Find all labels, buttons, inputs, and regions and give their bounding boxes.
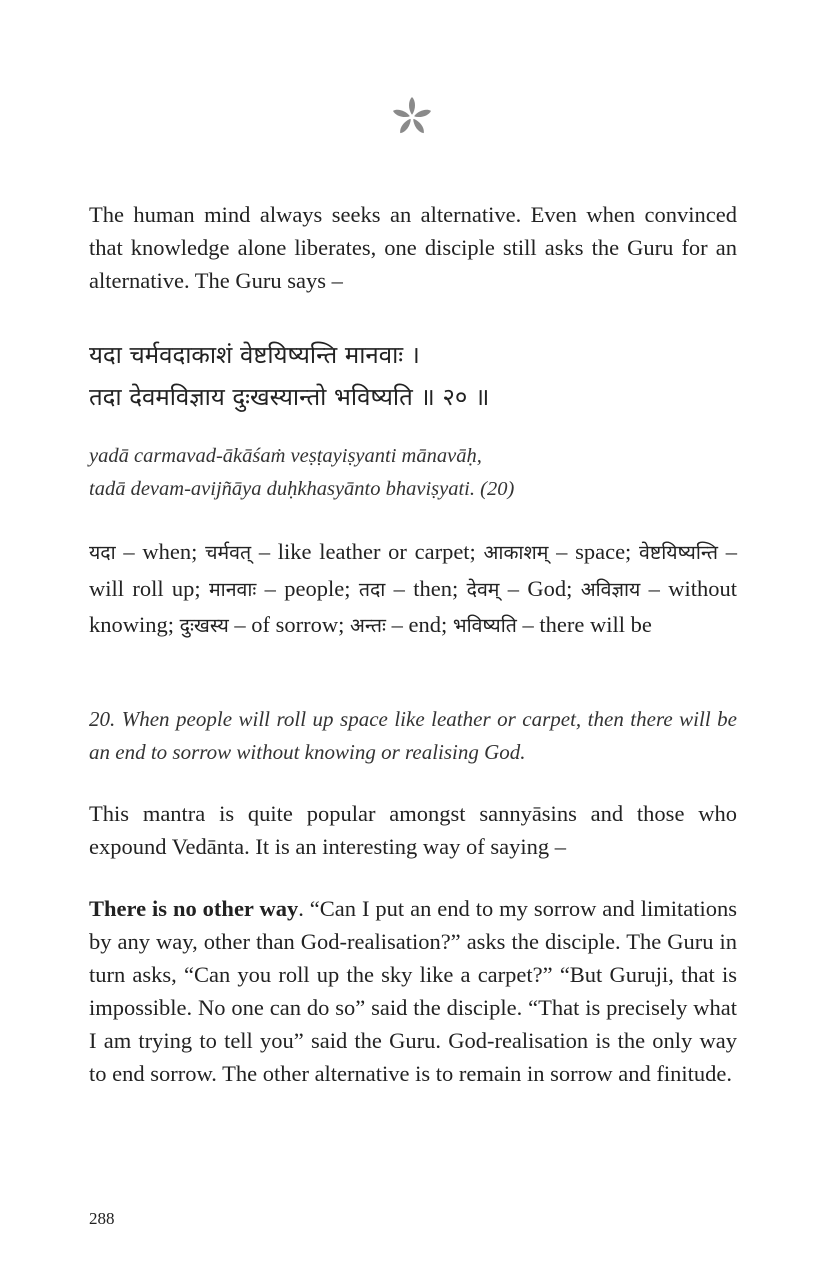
transliteration [89, 440, 737, 506]
glossary-meaning: – then; [385, 575, 467, 601]
glossary-meaning: – will roll up; [89, 539, 737, 601]
glossary-word: वेष्टयिष्यन्ति [639, 541, 719, 564]
intro-paragraph: The human mind always seeks an alternative. Even when convinced that knowledge alone liberates, one disciple still asks the Guru for an alternative. The Guru says – [89, 202, 737, 293]
glossary-meaning: – when; [115, 539, 206, 564]
popular-paragraph: This mantra is quite popular amongst sannyāsins and those who expound Vedānta. It is an interesting way of saying – [89, 801, 737, 859]
glossary-word: भविष्यति [452, 614, 517, 637]
flower-ornament-icon [391, 96, 433, 138]
glossary-meaning: – like leather or carpet; [251, 539, 484, 564]
sanskrit-verse [89, 334, 737, 418]
glossary-meaning: – of sorrow; [228, 612, 351, 637]
transliteration-line-2: tadā devam-avijñāya duḥkhasyānto bhaviṣyati. (20) [89, 478, 515, 500]
glossary-word: यदा [89, 541, 116, 564]
glossary-word: अन्तः [350, 614, 386, 637]
glossary-meaning: – end; [385, 612, 453, 637]
verse-line-2: तदा देवमविज्ञाय दुःखस्यान्तो भविष्यति ॥ २० ॥ [89, 383, 490, 411]
glossary-meaning: – people; [256, 575, 359, 601]
page-number: 288 [89, 1209, 115, 1228]
transliteration-line-1: yadā carmavad-ākāśaṁ veṣṭayiṣyanti mānavāḥ, [89, 445, 482, 467]
glossary-meaning: – space; [548, 539, 640, 564]
glossary-word: दुःखस्य [179, 614, 229, 637]
glossary-meaning: – without knowing; [89, 575, 738, 637]
explanation-paragraph [89, 892, 737, 1090]
glossary-word: आकाशम् [483, 541, 549, 564]
glossary-word: तदा [358, 577, 386, 601]
glossary-meaning: – there will be [516, 612, 652, 637]
word-glossary [89, 534, 737, 644]
verse-line-1: यदा चर्मवदाकाशं वेष्टयिष्यन्ति मानवाः । [89, 341, 420, 369]
glossary-word: देवम् [466, 577, 500, 601]
glossary-meaning: – God; [499, 575, 581, 601]
explanation-body: . “Can I put an end to my sorrow and limitations by any way, other than God-realisation?” asks the disciple. The Guru in turn asks, “Can you roll up the sky like a carpet?” “But Guruji, that is impossible. No one can do so” said the disciple. “That is precisely what I am trying to tell you” said the Guru. God-realisation is the only way to end sorrow. The other alternative is to remain in sorrow and finitude. [89, 896, 737, 1086]
verse-translation: 20. When people will roll up space like leather or carpet, then there will be an end to sorrow without knowing or realising God. [89, 707, 737, 764]
glossary-word: चर्मवत् [205, 541, 252, 564]
explanation-lead: There is no other way [89, 896, 299, 921]
glossary-word: अविज्ञाय [580, 577, 641, 601]
glossary-word: मानवाः [208, 577, 257, 601]
